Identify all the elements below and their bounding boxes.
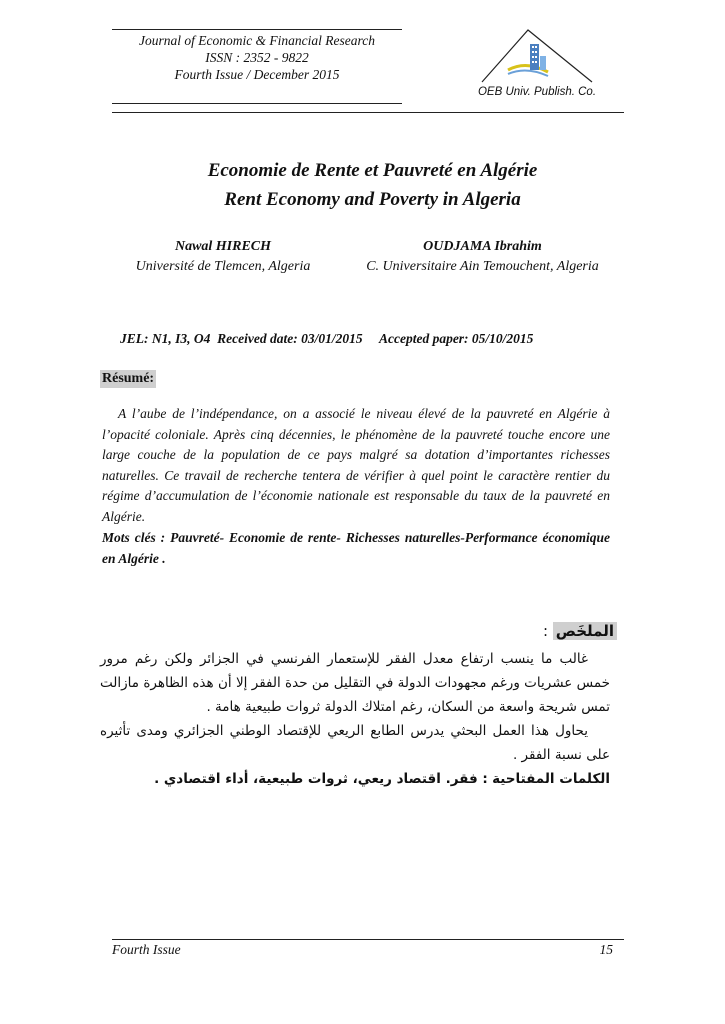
page-number: 15 [599, 942, 613, 957]
author-1-affiliation: Université de Tlemcen, Algeria [135, 259, 311, 274]
author-1 [118, 237, 328, 277]
paper-meta [120, 331, 600, 347]
author-2-name: OUDJAMA Ibrahim [423, 239, 542, 254]
resume-text: A l’aube de l’indépendance, on a associé le niveau élevé de la pauvreté en Algérie à l’opacité coloniale. Après cinq décennies, le phénomène de la pauvreté touche encore une large couche de la population de ce pays malgré sa dotation d’importantes richesses naturelles. Ce travail de recherche tentera de vérifier à quel point le caractère rentier du régime d’accumulation de l’économie nationale est responsable du taux de la pauvreté en Algérie. [102, 406, 610, 524]
header-full-rule [112, 112, 624, 113]
footer-issue: Fourth Issue [112, 942, 181, 957]
author-2 [345, 237, 620, 277]
jel-codes: JEL: N1, I3, O4 [120, 331, 211, 346]
journal-title: Journal of Economic & Financial Research [138, 33, 376, 48]
journal-issn: ISSN : 2352 - 9822 [205, 50, 309, 65]
arabic-keywords-label: الكلمات المفتاحية [492, 771, 610, 787]
footer-rule [112, 939, 624, 940]
journal-issue: Fourth Issue / December 2015 [174, 67, 340, 82]
arabic-paragraph-2 [100, 719, 610, 767]
resume-keywords: Mots clés : Pauvreté- Economie de rente- Richesses naturelles-Performance économique en Algérie . [102, 530, 610, 566]
arabic-p2-text: يحاول هذا العمل البحثي يدرس الطابع الريعي للإقتصاد الوطني الجزائري ومدى تأثيره على نسبة الفقر . [100, 723, 610, 763]
accepted-date: Accepted paper: 05/10/2015 [378, 331, 534, 346]
arabic-heading-label: الملخَص [553, 622, 617, 640]
header-top-rule [112, 29, 402, 30]
arabic-abstract [100, 647, 610, 791]
received-date: Received date: 03/01/2015 [217, 331, 363, 346]
publisher-logo-icon [478, 26, 596, 88]
header-mid-rule [112, 103, 402, 104]
arabic-p1-text: غالب ما ينسب ارتفاع معدل الفقر للإستعمار الفرنسي في الجزائر ولكن رغم مرور خمس عشريات ورغم مجهودات الدولة في التقليل من حدة الفقر إلا أن هذه الظاهرة مازالت تمس شريحة واسعة من السكان، رغم امتلاك الدولة ثروات طبيعية هامة . [100, 651, 610, 715]
title-fr: Economie de Rente et Pauvreté en Algérie [207, 160, 538, 181]
arabic-paragraph-1 [100, 647, 610, 719]
title-en: Rent Economy and Poverty in Algeria [224, 189, 521, 210]
arabic-keywords-text: : فقر. اقتصاد ريعي، ثروات طبيعية، أداء اقتصادي . [154, 771, 488, 787]
resume-heading: Résumé: [102, 371, 155, 386]
arabic-heading-colon: : [542, 622, 553, 640]
journal-info [112, 32, 402, 83]
arabic-keywords [100, 767, 610, 791]
author-2-affiliation: C. Universitaire Ain Temouchent, Algeria [366, 259, 599, 274]
publisher-name: OEB Univ. Publish. Co. [477, 86, 597, 98]
arabic-heading [543, 622, 617, 640]
resume-body [102, 404, 610, 527]
author-1-name: Nawal HIRECH [174, 239, 272, 254]
